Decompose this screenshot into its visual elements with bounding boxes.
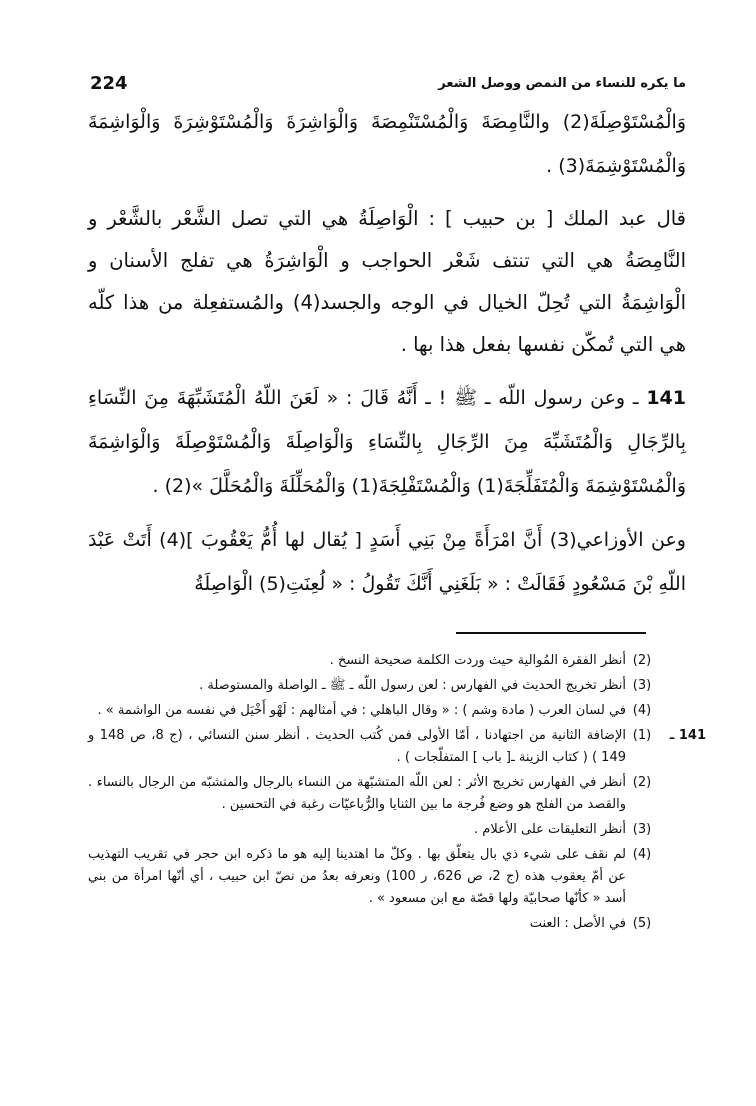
footnote-text: الإضافة الثانية من اجتهادنا ، أمّا الأولى فمن كُتب الحديث . أنظر سنن النسائي ، (ج 8، ص 148 و 149 ) ( كتاب الزينة ـ[ باب ] المتفلّجات ) .	[88, 728, 626, 765]
main-text	[88, 100, 686, 616]
footnote	[88, 913, 706, 935]
footnote-text: في الأصل : العنت	[529, 916, 626, 931]
footnote-number: (2)	[632, 775, 652, 790]
footnote-number: (1)	[632, 728, 652, 743]
footnote-text: أنظر الفقرة المُوالية حيث وردت الكلمة صحيحة النسخ .	[329, 653, 626, 668]
running-head: ما يكره للنساء من النمص ووصل الشعر	[438, 75, 686, 91]
footnote-number: (4)	[632, 847, 652, 862]
footnote-text: في لسان العرب ( مادة وشم ) : « وقال الباهلي : في أمثالهم : لَهْو أَخْيَل في نفسه من الواشمة » .	[97, 703, 626, 718]
footnote-divider	[456, 632, 646, 634]
hadith-text: ـ وعن رسول اللّه ـ ﷺ ! ـ أَنَّهُ قَالَ : « لَعَنَ اللّهُ الْمُتَشَبِّهَةَ مِنَ النِّسَاءِ بِالرِّجَالِ وَالْمُتَشَبِّهَ مِنَ الرِّجَالِ بِالنِّسَاءِ وَالْوَاصِلَةَ وَالْمُسْتَوْصِلَةَ وَالْوَاشِمَةَ وَالْمُسْتَوْشِمَةَ وَالْمُتَفَلِّجَةَ(1) وَالْمُسْتَفْلِجَةَ(1) وَالْمُحَلِّلَةَ وَالْمُحَلَّلَ »(2) .	[88, 387, 686, 497]
paragraph: قال عبد الملك [ بن حبيب ] : الْوَاصِلَةُ هي التي تصل الشَّعْر بالشَّعْر و النَّامِصَةُ هي التي تنتف شَعْر الحواجب و الْوَاشِرَةُ هي تفلج الأسنان و الْوَاشِمَةُ التي تُحِلّ الخيال في الوجه والجسد(4) والمُستفعِلة من هذا كلّه هي التي تُمكّن نفسها بفعل هذا بها .	[88, 207, 686, 356]
footnote	[88, 700, 706, 722]
footnote-text: لم نقف على شيء ذي بال يتعلّق بها . وكلّ ما اهتدينا إليه هو ما ذكره ابن حجر في تقريب التهذيب عن أمّ يعقوب هذه (ج 2، ص 626، ر 100) ونعرفه بعدُ من نصّ ابن حبيب ، أي أنّها امرأة من بني أسد « كأنّها صحابيّة ولها قصّة مع ابن مسعود » .	[88, 847, 626, 906]
hadith-number: 141	[646, 387, 686, 409]
footnotes	[88, 650, 706, 938]
footnote-number: (5)	[632, 916, 652, 931]
footnote-number: (3)	[632, 678, 652, 693]
footnote	[88, 650, 706, 672]
page-number: 224	[90, 72, 128, 94]
page-header	[90, 70, 686, 96]
paragraph: وَالْمُسْتَوْصِلَةَ(2) والنَّامِصَةَ وَالْمُسْتَنْمِصَةَ وَالْوَاشِرَةَ وَالْمُسْتَوْشِرَةَ وَالْوَاشِمَةَ وَالْمُسْتَوْشِمَةَ(3) .	[88, 111, 686, 177]
footnote-text: أنظر التعليقات على الأعلام .	[474, 822, 626, 837]
footnote-text: أنظر تخريج الحديث في الفهارس : لعن رسول اللّه ـ ﷺ ـ الواصلة والمستوصلة .	[199, 678, 626, 693]
footnote	[88, 819, 706, 841]
footnote	[88, 675, 706, 697]
footnote-text: أنظر في الفهارس تخريج الأثر : لعن اللّه المتشبّهة من النساء بالرجال والمتشبّه من الرجال بالنساء . والقصد من الفلج هو وضع فُرجة ما بين الثنايا والرُّباعيّات رغبة في التحسين .	[88, 775, 626, 812]
footnote-group-label: 141 ـ	[669, 728, 706, 743]
footnote	[88, 725, 706, 769]
hadith-paragraph	[88, 376, 686, 508]
footnote-number: (3)	[632, 822, 652, 837]
footnote-number: (4)	[632, 703, 652, 718]
footnote	[88, 772, 706, 816]
footnote	[88, 844, 706, 910]
paragraph: وعن الأوزاعي(3) أَنَّ امْرَأَةً مِنْ بَنِي أَسَدٍ [ يُقال لها أُمُّ يَعْقُوبَ ](4) أَتَتْ عَبْدَ اللّهِ بْنَ مَسْعُودٍ فَقَالَتْ : « بَلَغَنِي أَنَّكَ تَقُولُ : « لُعِنَتِ(5) الْوَاصِلَةُ	[88, 529, 686, 595]
footnote-number: (2)	[632, 653, 652, 668]
